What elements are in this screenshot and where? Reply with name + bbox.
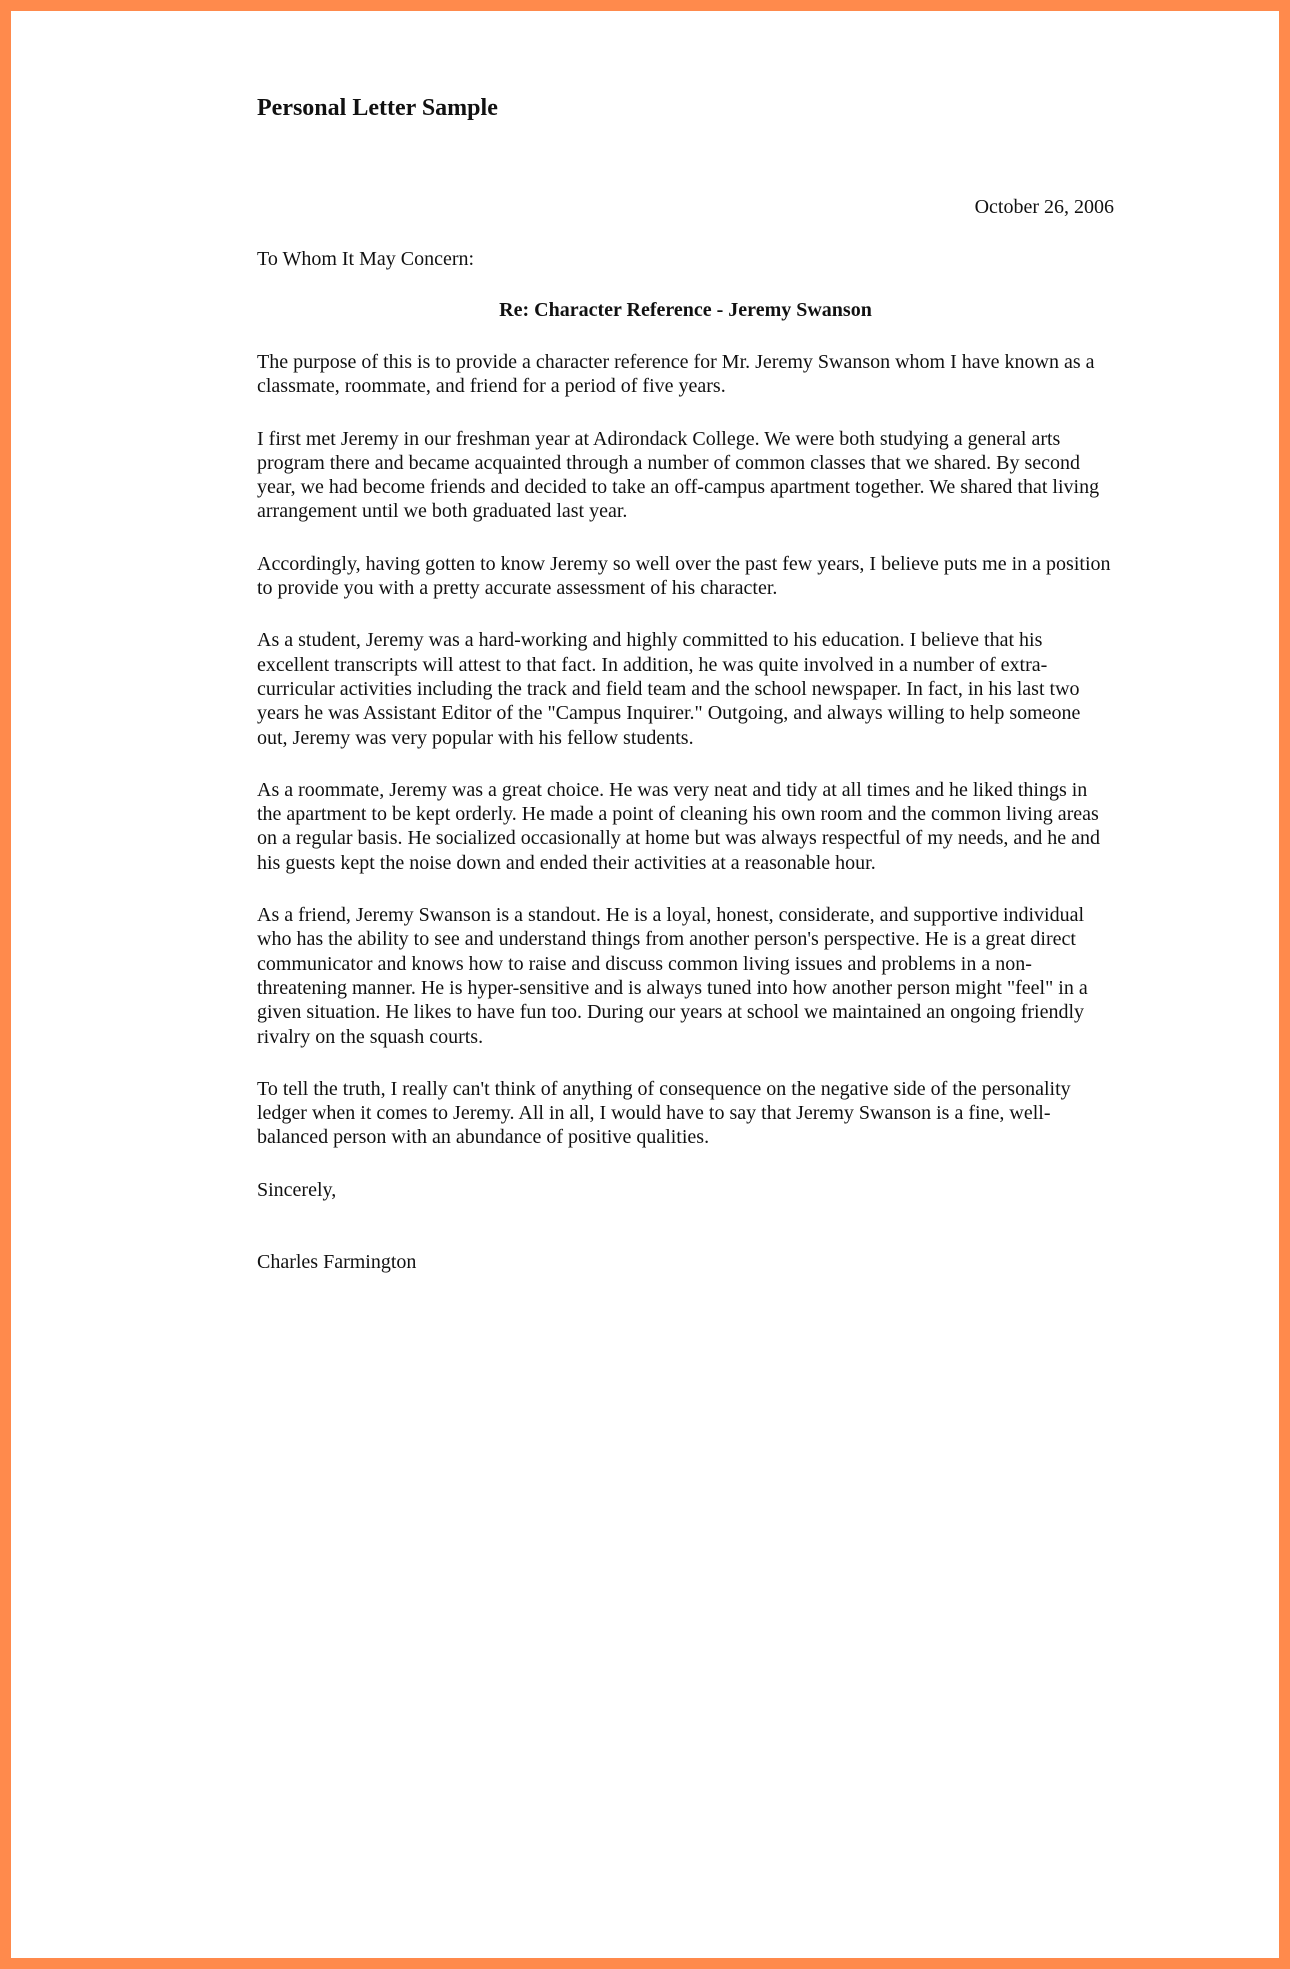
paragraph-background: I first met Jeremy in our freshman year at Adirondack College. We were both studying a general arts program there and became acquainted through a number of common classes that we shared. By second year, we had become friends and decided to take an off-campus apartment together. We shared that living arrangement until we both graduated last year. xyxy=(257,427,1100,523)
salutation: To Whom It May Concern: xyxy=(257,248,475,270)
paragraph-roommate: As a roommate, Jeremy was a great choice. He was very neat and tidy at all times and he liked things in the apartment to be kept orderly. He made a point of cleaning his own room and the common living areas on a regular basis. He socialized occasionally at home but was always respectful of my needs, and he and his guests kept the noise down and ended their activities at a reasonable hour. xyxy=(257,778,1101,874)
paragraph-conclusion: To tell the truth, I really can't think of anything of consequence on the negative side of the personality ledger when it comes to Jeremy. All in all, I would have to say that Jeremy Swanson is a fine, well-balanced person with an abundance of positive qualities. xyxy=(257,1077,1071,1149)
letter-date: October 26, 2006 xyxy=(974,196,1114,218)
letter-body xyxy=(257,350,1114,1150)
paragraph-purpose: The purpose of this is to provide a character reference for Mr. Jeremy Swanson whom I have known as a classmate, roommate, and friend for a period of five years. xyxy=(257,351,1095,398)
closing: Sincerely, xyxy=(257,1178,337,1201)
paragraph-assessment: Accordingly, having gotten to know Jeremy so well over the past few years, I believe puts me in a position to provide you with a pretty accurate assessment of his character. xyxy=(257,552,1111,600)
letter-page xyxy=(257,93,1114,1274)
document-title: Personal Letter Sample xyxy=(257,95,498,121)
signature-name: Charles Farmington xyxy=(257,1250,417,1273)
paragraph-friend: As a friend, Jeremy Swanson is a standout. He is a loyal, honest, considerate, and supportive individual who has the ability to see and understand things from another person's perspective. He is a great direct communicator and knows how to raise and discuss common living issues and problems in a non-threatening manner. He is hyper-sensitive and is always tuned into how another person might "feel" in a given situation. He likes to have fun too. During our years at school we maintained an ongoing friendly rivalry on the squash courts. xyxy=(257,904,1088,1048)
paragraph-student: As a student, Jeremy was a hard-working and highly committed to his education. I believe that his excellent transcripts will attest to that fact. In addition, he was quite involved in a number of extra-curricular activities including the track and field team and the school newspaper. In fact, in his last two years he was Assistant Editor of the "Campus Inquirer." Outgoing, and always willing to help someone out, Jeremy was very popular with his fellow students. xyxy=(257,629,1081,749)
subject-line: Re: Character Reference - Jeremy Swanson xyxy=(499,299,872,321)
